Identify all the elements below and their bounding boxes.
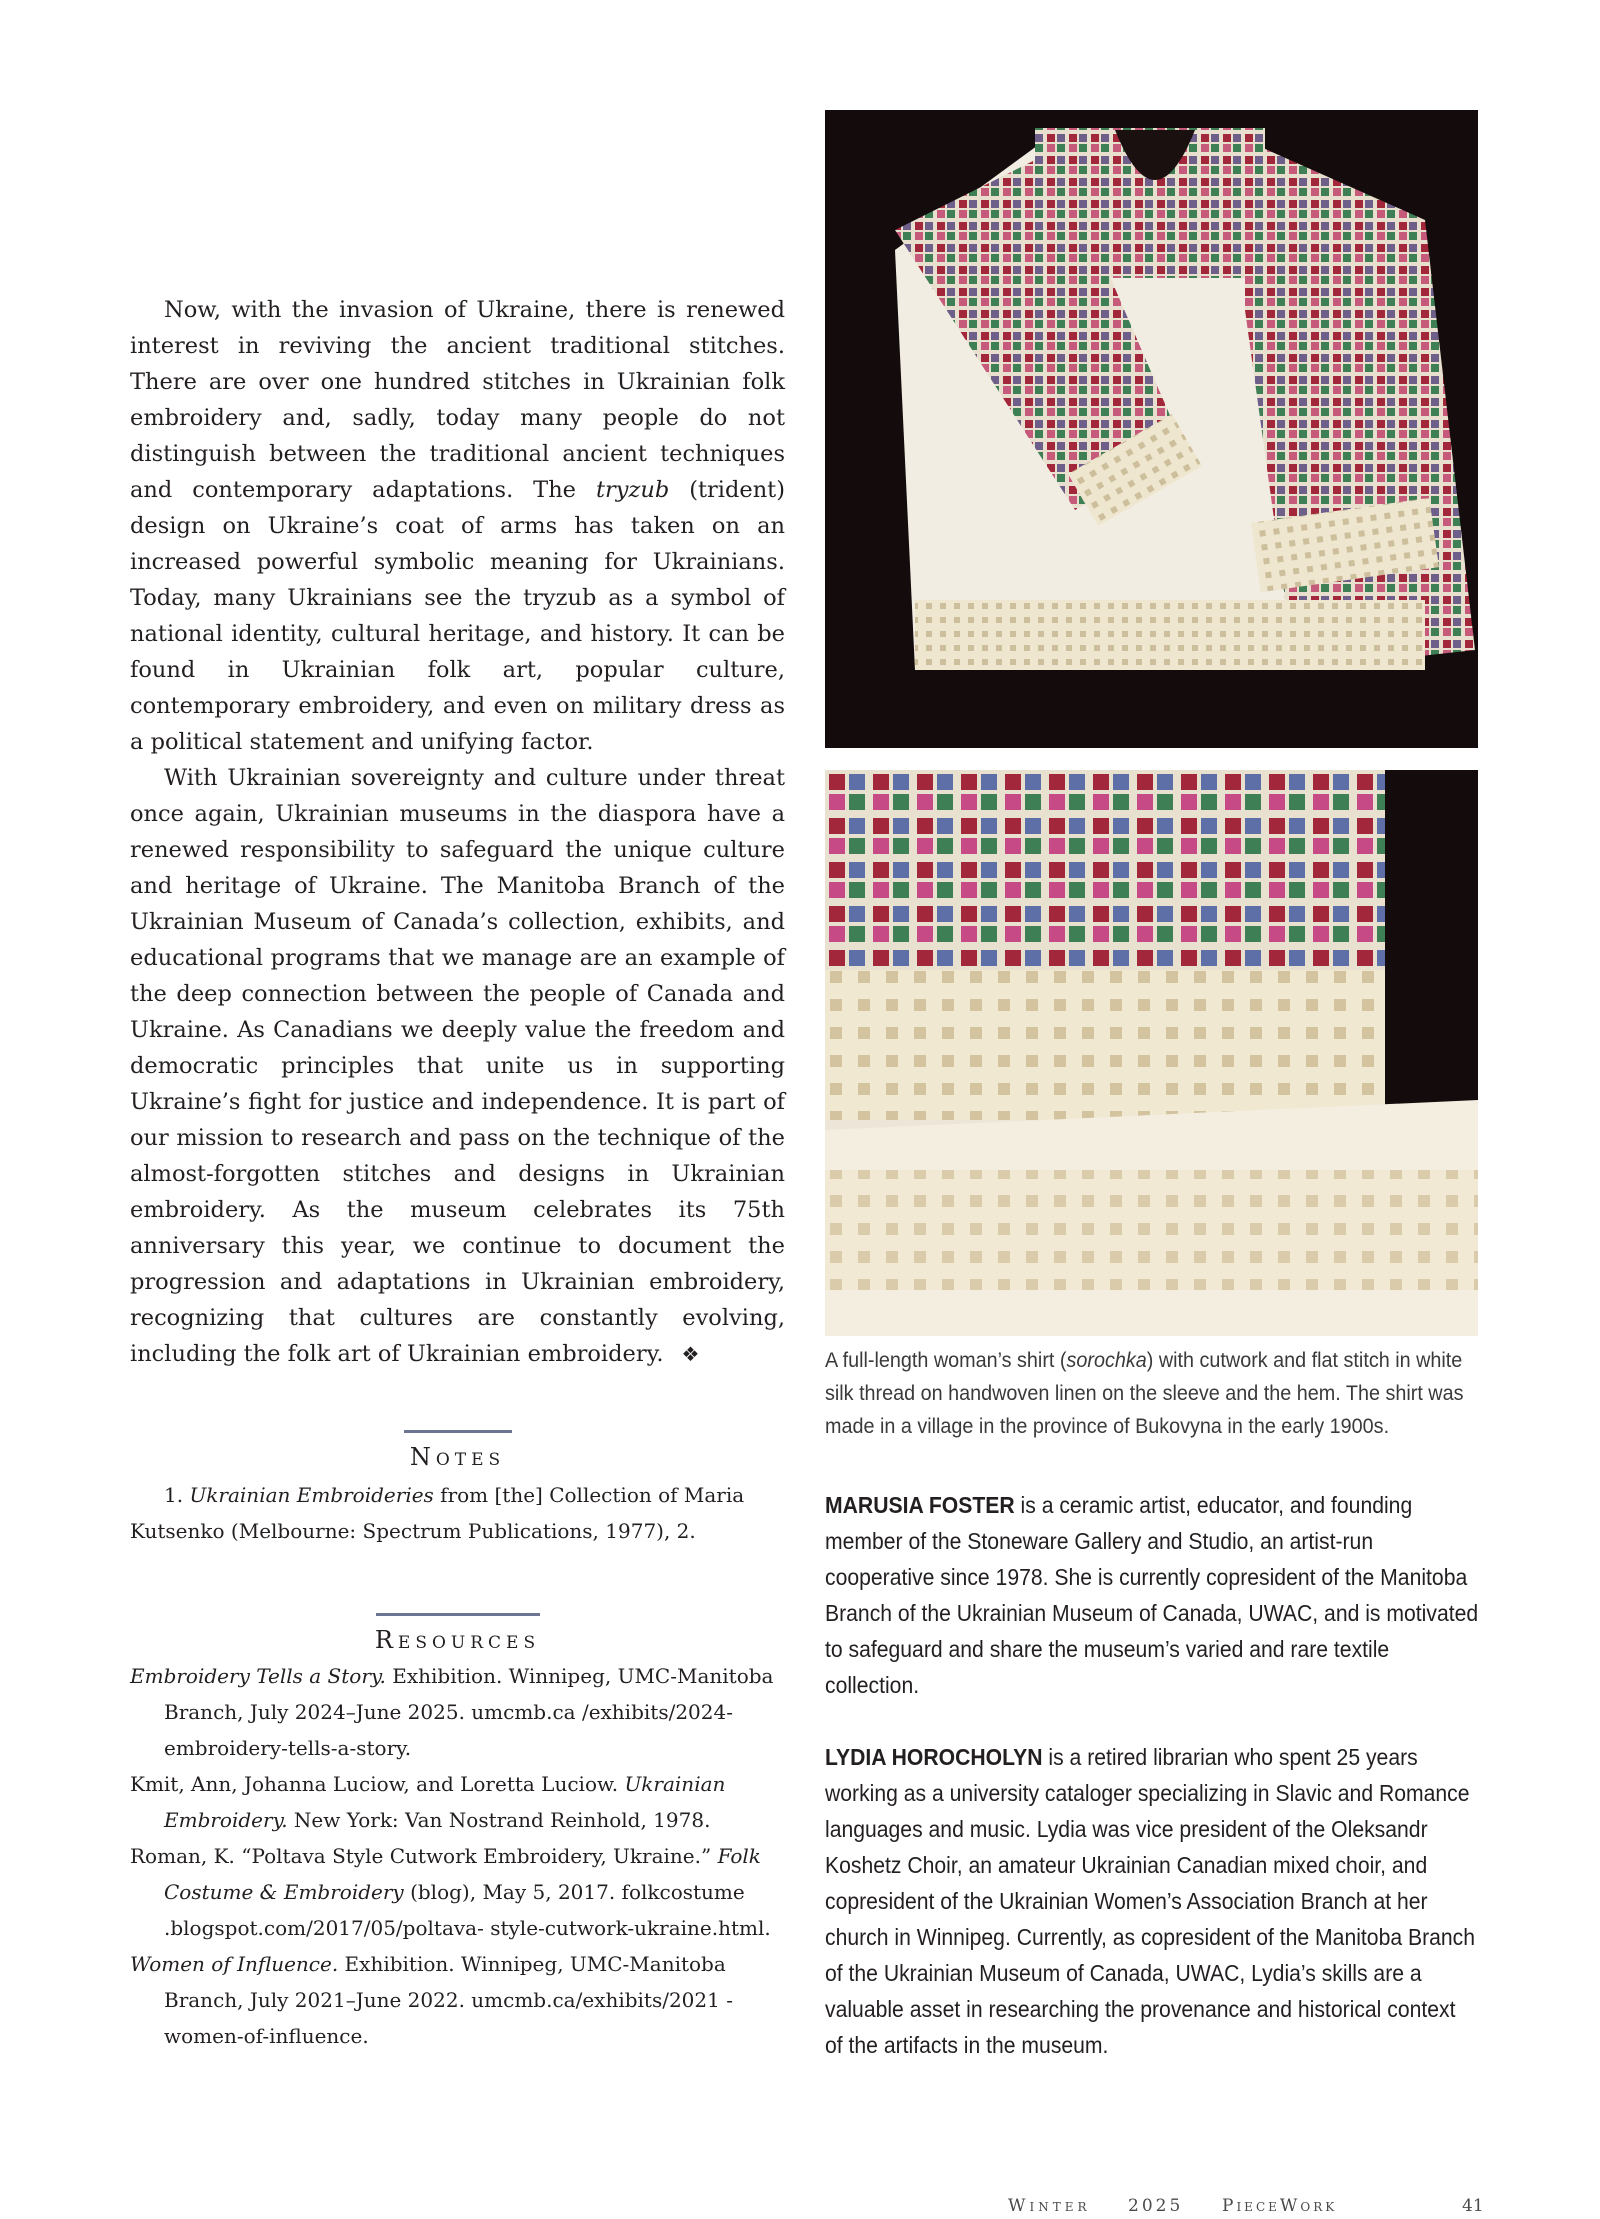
page-number: 41 — [1462, 2196, 1484, 2216]
shirt-full-photo — [825, 110, 1478, 748]
end-ornament-icon: ❖ — [681, 1342, 700, 1366]
resource-item: Women of Influence. Exhibition. Winnipeg, UMC-Manitoba Branch, July 2021–June 2022. umcmb.ca/exhibits/2021 -women-of-influence. — [130, 1952, 733, 2048]
article-body — [130, 292, 785, 1372]
term-tryzub: tryzub — [595, 477, 670, 503]
resources-heading: Resources — [130, 1613, 785, 1654]
article-paragraph: Now, with the invasion of Ukraine, there is renewed interest in reviving the ancient traditional stitches. There are over one hundred stitches in Ukrainian folk embroidery and, sadly, today many people do not distinguish between the traditional ancient techniques and contemporary adaptations. The tryzub (trident) design on Ukraine’s coat of arms has taken on an increased powerful symbolic meaning for Ukrainians. Today, many Ukrainians see the tryzub as a symbol of national identity, cultural heritage, and history. It can be found in Ukrainian folk art, popular culture, contemporary embroidery, and even on military dress as a political statement and unifying factor. — [130, 297, 785, 755]
note-item: 1. Ukrainian Embroideries from [the] Collection of Maria Kutsenko (Melbourne: Spectrum Publications, 1977), 2. — [130, 1483, 745, 1543]
photo-caption: A full-length woman’s shirt (sorochka) with cutwork and flat stitch in white silk thread on handwoven linen on the sleeve and the hem. The shirt was made in a village in the province of Bukovyna in the early 1900s. — [825, 1348, 1464, 1438]
resources-rule — [376, 1613, 540, 1616]
bio-name: MARUSIA FOSTER — [825, 1492, 1015, 1518]
page-footer — [0, 2196, 1600, 2216]
notes-rule — [404, 1430, 512, 1433]
bio-lydia-horocholyn: LYDIA HOROCHOLYN is a retired librarian who spent 25 years working as a university cataloger specializing in Slavic and Romance languages and music. Lydia was vice president of the Oleksandr Koshetz Choir, an amateur Ukrainian Canadian mixed choir, and copresident of the Ukrainian Women’s Association Branch at her church in Winnipeg. Currently, as copresident of the Manitoba Branch of the Ukrainian Museum of Canada, UWAC, Lydia’s skills are a valuable asset in researching the provenance and historical context of the artifacts in the museum. — [825, 1744, 1476, 2058]
sleeve-detail-photo — [825, 770, 1478, 1336]
footer-year: 2025 — [1128, 2196, 1184, 2216]
resource-item: Kmit, Ann, Johanna Luciow, and Loretta Luciow. Ukrainian Embroidery. New York: Van Nostrand Reinhold, 1978. — [130, 1772, 726, 1832]
article-paragraph: With Ukrainian sovereignty and culture under threat once again, Ukrainian museums in the diaspora have a renewed responsibility to safeguard the unique culture and heritage of Ukraine. The Manitoba Branch of the Ukrainian Museum of Canada’s collection, exhibits, and educational programs that we manage are an example of the deep connection between the people of Canada and Ukraine. As Canadians we deeply value the freedom and democratic principles that unite us in supporting Ukraine’s fight for justice and independence. It is part of our mission to research and pass on the technique of the almost-forgotten stitches and designs in Ukrainian embroidery. As the museum celebrates its 75th anniversary this year, we continue to document the progression and adaptations in Ukrainian embroidery, recognizing that cultures are constantly evolving, including the folk art of Ukrainian embroidery. ❖ — [130, 765, 785, 1367]
left-column — [130, 292, 785, 2054]
footer-magazine: PieceWork — [1222, 2196, 1338, 2216]
resource-item: Embroidery Tells a Story. Exhibition. Winnipeg, UMC-Manitoba Branch, July 2024–June 2025. umcmb.ca /exhibits/2024-embroidery-tells-a-story. — [130, 1664, 774, 1760]
right-column — [825, 110, 1478, 2063]
bio-marusia-foster: MARUSIA FOSTER is a ceramic artist, educator, and founding member of the Stoneware Gallery and Studio, an artist-run cooperative since 1978. She is currently copresident of the Manitoba Branch of the Ukrainian Museum of Canada, UWAC, and is motivated to safeguard and share the museum’s varied and rare textile collection. — [825, 1492, 1479, 1698]
bio-name: LYDIA HOROCHOLYN — [825, 1744, 1043, 1770]
notes-list — [130, 1477, 785, 1549]
footer-season: Winter — [1008, 2196, 1091, 2216]
notes-heading: Notes — [130, 1430, 785, 1471]
resources-list — [130, 1658, 785, 2054]
resource-item: Roman, K. “Poltava Style Cutwork Embroidery, Ukraine.” Folk Costume & Embroidery (blog), May 5, 2017. folkcostume .blogspot.com/2017/05/poltava- style-cutwork-ukraine.html. — [130, 1844, 771, 1940]
